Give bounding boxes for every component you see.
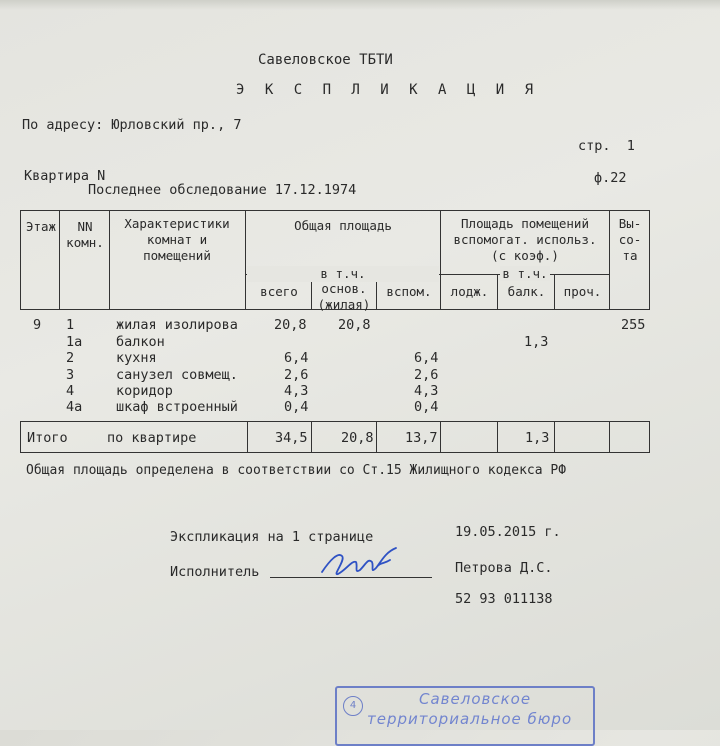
page-number: стр. 1 <box>578 138 635 154</box>
phone-number: 52 93 011138 <box>455 591 553 607</box>
col-main: основ. (жилая) <box>317 281 371 312</box>
col-aux-area: Площадь помещений вспомогат. использ. (с коэф.) <box>453 216 597 263</box>
total-label: Итого <box>27 430 68 446</box>
col-balcony: балк. <box>507 284 546 299</box>
totals-row <box>20 421 650 453</box>
stamp-number: 4 <box>343 696 363 716</box>
org-title: Савеловское ТБТИ <box>258 52 393 68</box>
document-heading: Э К С П Л И К А Ц И Я <box>236 82 540 98</box>
col-incl-2: в т.ч. <box>502 266 548 281</box>
issue-date: 19.05.2015 г. <box>455 524 561 540</box>
legal-note: Общая площадь определена в соответствии со Ст.15 Жилищного кодекса РФ <box>26 463 567 478</box>
col-incl-1: в т.ч. <box>247 266 439 282</box>
col-floor: Этаж <box>25 219 57 234</box>
survey-date: Последнее обследование 17.12.1974 <box>88 182 357 198</box>
document-page: Савеловское ТБТИ Э К С П Л И К А Ц И Я По адресу: Юрловский пр., 7 стр. 1 Квартира N Последнее обследование 17.12.1974 ф.22 Этаж NN комн. Характеристики комнат и помещений Общая площадь в т.ч. всего основ. (жилая) вспом. Площадь помещений вспомогат. использ. (с коэф.) в т.ч. лодж. балк. проч. Вы- со- та 9 1 жилая изолирова 20,8 20,8 255 1а балкон 1,3 2 кухня 6,4 6,4 3 санузел совмещ. 2,6 2,6 4 коридор 4,3 4,3 4а шкаф встроенный 0,4 0,4 Итого по квартире 34,5 20,8 13,7 1,3 Общая площадь определена в соответствии со Ст.15 Жилищного кодекса РФ Экспликация на 1 странице 19.05.2015 г. Исполнитель Петрова Д.С. 52 93 011138 4 Савеловское территориальное бюро <box>0 0 720 730</box>
total-aux: 13,7 <box>405 430 438 446</box>
total-all: 34,5 <box>275 430 308 446</box>
col-characteristics: Характеристики комнат и помещений <box>124 216 230 263</box>
executor-label: Исполнитель <box>170 564 260 580</box>
total-balcony: 1,3 <box>525 430 550 446</box>
col-room-number: NN комн. <box>66 219 104 250</box>
form-number: ф.22 <box>594 170 627 186</box>
col-all: всего <box>260 284 298 299</box>
stamp-line-1: Савеловское <box>419 690 532 708</box>
stamp-line-2: территориальное бюро <box>367 710 573 728</box>
address-line: По адресу: Юрловский пр., 7 <box>22 117 242 133</box>
page-edge-shadow <box>0 0 720 10</box>
explication-table-header <box>20 210 650 310</box>
total-main: 20,8 <box>341 430 374 446</box>
office-stamp <box>335 686 595 746</box>
col-total-area: Общая площадь <box>294 218 392 233</box>
col-height: Вы- со- та <box>618 216 642 263</box>
col-loggia: лодж. <box>450 284 489 299</box>
col-aux: вспом. <box>386 284 432 299</box>
sheet-count: Экспликация на 1 странице <box>170 529 374 545</box>
apartment-label: Квартира N <box>24 168 106 184</box>
signature <box>316 542 400 582</box>
total-scope: по квартире <box>107 430 197 446</box>
col-other: проч. <box>563 284 602 299</box>
executor-name: Петрова Д.С. <box>455 560 553 576</box>
